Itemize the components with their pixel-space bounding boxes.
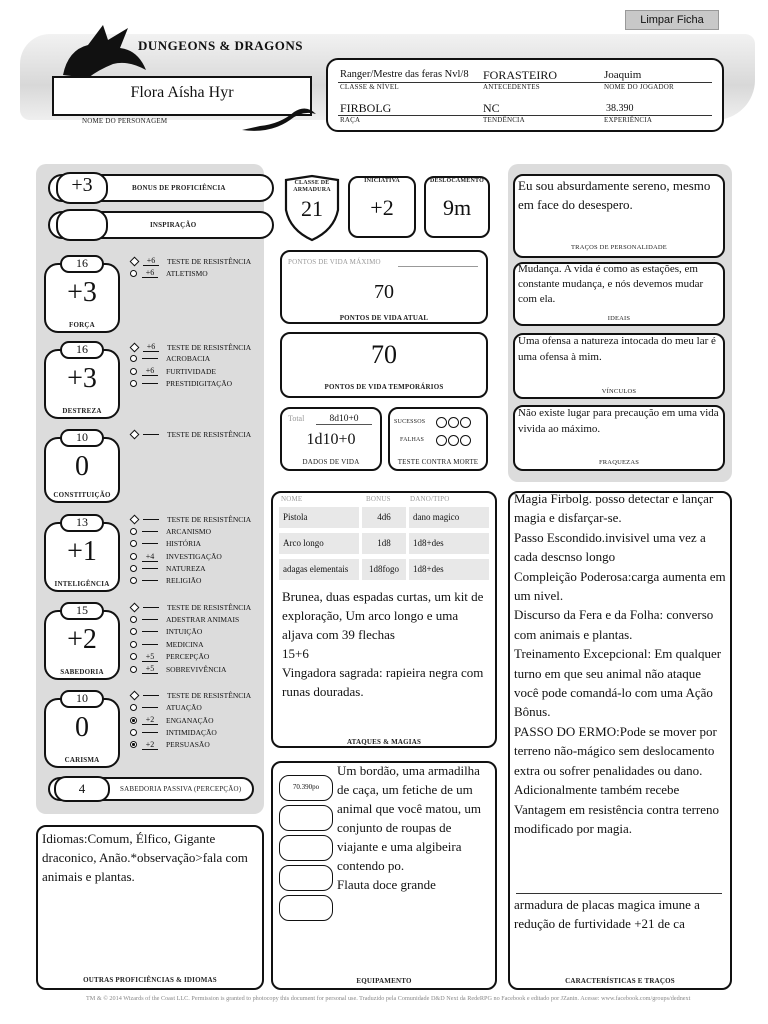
skill-proficiency-marker[interactable]: [130, 641, 137, 648]
skill-label: NATUREZA: [166, 563, 206, 573]
proficiency-value: +3: [71, 174, 93, 196]
alignment-label: TENDÊNCIA: [483, 116, 525, 124]
skill-proficiency-marker[interactable]: [130, 729, 137, 736]
death-fail-1[interactable]: [436, 435, 447, 446]
equipment-label: EQUIPAMENTO: [356, 977, 412, 985]
skill-label: PERCEPÇÃO: [166, 652, 210, 662]
flaws-label: FRAQUEZAS: [598, 459, 640, 466]
features-text-2[interactable]: armadura de placas magica imune a redução de furtividade +21 de ca: [514, 897, 700, 932]
skill-proficiency-marker[interactable]: [130, 628, 137, 635]
skill-value[interactable]: +6: [142, 366, 158, 376]
inspiration-label: INSPIRAÇÃO: [150, 221, 197, 229]
skill-value[interactable]: +2: [142, 715, 158, 725]
skill-label: TESTE DE RESISTÊNCIA: [167, 430, 252, 439]
class-level-value[interactable]: Ranger/Mestre das feras Nvl/8: [340, 69, 469, 80]
skill-value[interactable]: +6: [143, 256, 159, 266]
features-label: CARACTERÍSTICAS E TRAÇOS: [565, 977, 675, 985]
death-success-1[interactable]: [436, 417, 447, 428]
skill-row: [130, 379, 232, 388]
armor-class-label: CLASSE DE ARMADURA: [293, 180, 331, 193]
ideals-label: IDEAIS: [607, 315, 631, 322]
coin-slot-1[interactable]: [279, 805, 333, 831]
skill-proficiency-marker[interactable]: [130, 528, 137, 535]
ability-score-3: 13: [76, 515, 88, 529]
bonds-label: VÍNCULOS: [601, 388, 637, 395]
skill-row: [130, 342, 251, 352]
save-proficiency-marker[interactable]: [130, 342, 140, 352]
death-success-label: SUCESSOS: [394, 419, 426, 425]
skill-value[interactable]: +6: [142, 268, 158, 278]
skill-row: [130, 515, 251, 524]
skill-proficiency-marker[interactable]: [130, 704, 137, 711]
skill-value[interactable]: [142, 631, 158, 632]
skill-row: [130, 603, 251, 612]
attack-damage-cell[interactable]: 1d8+des: [409, 559, 489, 580]
attack-bonus-cell[interactable]: 4d6: [362, 507, 406, 528]
dragon-logo-icon: [58, 20, 148, 80]
proficiencies-text[interactable]: Idiomas:Comum, Élfico, Gigante draconico, Anão.*observação>fala com animais e plantas.: [42, 831, 248, 884]
skill-row: [130, 268, 208, 278]
skill-row: [130, 627, 202, 636]
hp-max-label: PONTOS DE VIDA MÁXIMO: [288, 258, 381, 266]
death-saves-label: TESTE CONTRA MORTE: [397, 458, 479, 466]
hp-temp-value[interactable]: 70: [371, 340, 397, 369]
skill-label: PERSUASÃO: [166, 740, 210, 750]
skill-value[interactable]: [142, 732, 158, 733]
attack-damage-cell[interactable]: dano magico: [409, 507, 489, 528]
alignment-value[interactable]: NC: [483, 101, 500, 115]
hit-dice-label: DADOS DE VIDA: [302, 458, 360, 466]
skill-label: ACROBACIA: [166, 354, 211, 364]
hp-current-value[interactable]: 70: [374, 281, 394, 303]
skill-row: [130, 430, 251, 439]
skill-label: FURTIVIDADE: [166, 366, 216, 376]
coin-slot-3[interactable]: [279, 865, 333, 891]
experience-value[interactable]: 38.390: [606, 103, 634, 114]
skill-proficiency-marker[interactable]: [130, 577, 137, 584]
footer-legal: TM & © 2014 Wizards of the Coast LLC. Permission is granted to photocopy this document for personal use. Traduzido pela Comunidade D&D Next da RedeRPG no Facebook e editado por JZanin. Acesse: www.facebook.com/groups/dednext: [86, 995, 691, 1002]
attack-damage-cell[interactable]: 1d8+des: [409, 533, 489, 554]
skill-proficiency-marker[interactable]: [130, 553, 137, 560]
traits-label: TRAÇOS DE PERSONALIDADE: [571, 244, 667, 251]
skill-row: [130, 664, 226, 674]
skill-label: ATLETISMO: [166, 268, 208, 278]
skill-label: TESTE DE RESISTÊNCIA: [167, 603, 252, 612]
ability-mod-2[interactable]: 0: [75, 451, 89, 482]
attack-name-cell[interactable]: Pistola: [279, 507, 359, 528]
ability-mod-5[interactable]: 0: [75, 712, 89, 743]
skill-label: ARCANISMO: [166, 527, 212, 537]
death-fail-label: FALHAS: [400, 437, 425, 443]
skill-proficiency-marker[interactable]: [130, 717, 137, 724]
skill-row: [130, 576, 201, 585]
skill-value[interactable]: [143, 695, 159, 696]
attack-name-cell[interactable]: Arco longo: [279, 533, 359, 554]
skill-value[interactable]: [142, 531, 158, 532]
hit-dice-total-value[interactable]: 8d10+0: [316, 414, 372, 425]
initiative-value[interactable]: +2: [370, 195, 394, 220]
hp-temp-label: PONTOS DE VIDA TEMPORÁRIOS: [324, 383, 444, 391]
skill-label: HISTÓRIA: [166, 539, 201, 549]
clear-sheet-button[interactable]: Limpar Ficha: [625, 10, 719, 30]
ability-mod-3[interactable]: +1: [67, 536, 97, 567]
skill-label: TESTE DE RESISTÊNCIA: [167, 342, 252, 352]
skill-label: INTUIÇÃO: [166, 627, 203, 637]
race-value[interactable]: FIRBOLG: [340, 101, 392, 115]
save-proficiency-marker[interactable]: [130, 430, 140, 440]
coin-slot-4[interactable]: [279, 895, 333, 921]
character-name-value[interactable]: Flora Aísha Hyr: [130, 84, 234, 101]
skill-label: RELIGIÃO: [166, 576, 202, 585]
save-proficiency-marker[interactable]: [130, 603, 140, 613]
attacks-notes[interactable]: Brunea, duas espadas curtas, um kit de exploração, Um arco longo e uma aljava com 39 flechas 15+6 Vingadora sagrada: rapieira negra com runas douradas.: [282, 589, 484, 699]
experience-label: EXPERIÊNCIA: [604, 116, 653, 124]
skill-value[interactable]: [142, 619, 158, 620]
skill-row: [130, 652, 209, 662]
save-proficiency-marker[interactable]: [130, 515, 140, 525]
hit-dice-value[interactable]: 1d10+0: [306, 431, 356, 448]
skill-value[interactable]: [142, 644, 158, 645]
passive-wisdom-value: 4: [78, 781, 86, 796]
info-line-2: [338, 115, 712, 116]
skill-proficiency-marker[interactable]: [130, 653, 137, 660]
player-name-label: NOME DO JOGADOR: [604, 83, 674, 91]
scroll-flourish-icon: [240, 100, 320, 134]
skill-label: ENGANAÇÃO: [166, 715, 214, 725]
speed-label: DESLOCAMENTO: [430, 178, 484, 184]
skill-value[interactable]: [142, 568, 158, 569]
skill-label: ATUAÇÃO: [166, 703, 202, 713]
skill-row: [130, 539, 201, 548]
ability-name-1: DESTREZA: [62, 407, 102, 415]
death-success-2[interactable]: [448, 417, 459, 428]
skill-proficiency-marker[interactable]: [130, 540, 137, 547]
skill-proficiency-marker[interactable]: [130, 355, 137, 362]
proficiencies-label: OUTRAS PROFICIÊNCIAS & IDIOMAS: [83, 976, 217, 984]
skill-proficiency-marker[interactable]: [130, 741, 137, 748]
passive-wisdom-label: SABEDORIA PASSIVA (PERCEPÇÃO): [120, 785, 242, 793]
ability-mod-4[interactable]: +2: [67, 624, 97, 655]
ability-score-1: 16: [76, 342, 88, 356]
skill-row: [130, 256, 251, 266]
ideals-text[interactable]: Mudança. A vida é como as estações, em constante mudança, e nós devemos mudar com ela.: [518, 263, 704, 305]
skill-value[interactable]: [143, 607, 159, 608]
coin-slot-0[interactable]: 70.390po: [279, 775, 333, 801]
ability-score-2: 10: [76, 430, 88, 444]
skill-value[interactable]: [143, 434, 159, 435]
bonds-text[interactable]: Uma ofensa a natureza intocada do meu lar é uma ofensa à mim.: [518, 335, 716, 363]
hp-max-line: [398, 266, 478, 267]
death-fail-3[interactable]: [460, 435, 471, 446]
ability-name-4: SABEDORIA: [60, 668, 104, 676]
ability-score-5: 10: [76, 691, 88, 705]
skill-value[interactable]: +2: [142, 740, 158, 750]
skill-label: ADESTRAR ANIMAIS: [166, 615, 240, 625]
background-value[interactable]: FORASTEIRO: [483, 68, 558, 82]
class-level-label: CLASSE & NÍVEL: [340, 83, 399, 91]
flaws-text[interactable]: Não existe lugar para precaução em uma vida vivida ao máximo.: [518, 407, 719, 435]
skill-value[interactable]: +4: [142, 552, 158, 562]
death-fail-2[interactable]: [448, 435, 459, 446]
skill-label: SOBREVIVÊNCIA: [166, 664, 227, 674]
skill-label: MEDICINA: [166, 639, 204, 649]
background-label: ANTECEDENTES: [483, 83, 540, 91]
features-text[interactable]: Magia Firbolg. posso detectar e lançar magia e disfarçar-se. Passo Escondido.invisivel uma vez a cada descnso longo Compleição Poderosa:carga aumenta em um nivel. Discurso da Fera e da Folha: converso com animais e plantas. Treinamento Excepcional: Em qualquer turno em que seu animal não ataque você pode comandá-lo com uma Ação Bônus. PASSO DO ERMO:Pode se mover por terreno não-mágico sem deslocamento extra ou sofrer penalidades ou dano. Adicionalmente também recebe Vantagem em resistência contra terreno modificado por magia.: [514, 491, 726, 836]
attacks-label: ATAQUES & MAGIAS: [346, 738, 422, 746]
coin-slot-2[interactable]: [279, 835, 333, 861]
skill-proficiency-marker[interactable]: [130, 270, 137, 277]
skill-label: TESTE DE RESISTÊNCIA: [167, 515, 252, 524]
death-success-checks[interactable]: [436, 415, 471, 433]
skill-row: [130, 552, 222, 562]
skill-value[interactable]: +6: [143, 342, 159, 352]
skill-row: [130, 703, 202, 712]
death-success-3[interactable]: [460, 417, 471, 428]
ability-mod-0[interactable]: +3: [67, 277, 97, 308]
attack-header-damage: DANO/TIPO: [410, 495, 450, 503]
equipment-text[interactable]: Um bordão, uma armadilha de caça, um fetiche de um animal que você matou, um conjunto de roupas de viajante e uma algibeira contendo po. Flauta doce grande: [337, 763, 482, 892]
skill-row: [130, 354, 210, 363]
initiative-label: INICIATIVA: [364, 178, 400, 184]
skill-label: INTIMIDAÇÃO: [166, 727, 217, 737]
skill-value[interactable]: [142, 383, 158, 384]
skill-row: [130, 640, 204, 649]
attack-header-name: NOME: [281, 495, 303, 503]
skill-row: [130, 564, 206, 573]
inspiration-value-box[interactable]: [56, 209, 108, 241]
ability-mod-1[interactable]: +3: [67, 363, 97, 394]
skill-proficiency-marker[interactable]: [130, 616, 137, 623]
skill-row: [130, 691, 251, 700]
skill-value[interactable]: [142, 707, 158, 708]
skill-value[interactable]: +5: [142, 664, 158, 674]
attack-name-cell[interactable]: adagas elementais: [279, 559, 359, 580]
skill-value[interactable]: [142, 358, 158, 359]
skill-proficiency-marker[interactable]: [130, 565, 137, 572]
armor-class-value[interactable]: 21: [301, 196, 323, 221]
features-divider: [516, 893, 722, 894]
skill-value[interactable]: [142, 580, 158, 581]
proficiency-label: BONUS DE PROFICIÊNCIA: [132, 184, 226, 192]
speed-value[interactable]: 9m: [442, 195, 472, 220]
character-name-label: NOME DO PERSONAGEM: [82, 117, 168, 125]
skill-row: [130, 366, 216, 376]
skill-label: TESTE DE RESISTÊNCIA: [167, 691, 252, 700]
ability-score-4: 15: [76, 603, 88, 617]
skill-row: [130, 728, 217, 737]
skill-row: [130, 615, 239, 624]
skill-row: [130, 715, 214, 725]
ability-name-0: FORÇA: [69, 321, 95, 329]
attack-bonus-cell[interactable]: 1d8fogo: [362, 559, 406, 580]
attack-bonus-cell[interactable]: 1d8: [362, 533, 406, 554]
logo-text: DUNGEONS & DRAGONS: [138, 38, 304, 53]
skill-label: PRESTIDIGITAÇÃO: [166, 378, 233, 388]
ability-name-3: INTELIGÊNCIA: [54, 580, 110, 588]
skill-proficiency-marker[interactable]: [130, 368, 137, 375]
player-name-value[interactable]: Joaquim: [604, 69, 642, 81]
death-fail-checks[interactable]: [436, 433, 471, 451]
save-proficiency-marker[interactable]: [130, 256, 140, 266]
skill-value[interactable]: [143, 519, 159, 520]
hit-dice-total-label: Total: [288, 414, 305, 423]
race-label: RAÇA: [340, 116, 361, 124]
skill-row: [130, 527, 211, 536]
skill-row: [130, 740, 210, 750]
skill-value[interactable]: +5: [142, 652, 158, 662]
attack-header-bonus: BONUS: [366, 495, 391, 503]
skill-proficiency-marker[interactable]: [130, 380, 137, 387]
skill-label: TESTE DE RESISTÊNCIA: [167, 256, 252, 266]
traits-text[interactable]: Eu sou absurdamente sereno, mesmo em face do desespero.: [518, 178, 711, 212]
hp-current-label: PONTOS DE VIDA ATUAL: [339, 314, 429, 322]
skill-value[interactable]: [142, 543, 158, 544]
skill-proficiency-marker[interactable]: [130, 666, 137, 673]
ability-name-2: CONSTITUIÇÃO: [53, 491, 111, 499]
ability-name-5: CARISMA: [64, 756, 100, 764]
ability-score-0: 16: [76, 256, 88, 270]
save-proficiency-marker[interactable]: [130, 691, 140, 701]
skill-label: INVESTIGAÇÃO: [166, 552, 222, 562]
